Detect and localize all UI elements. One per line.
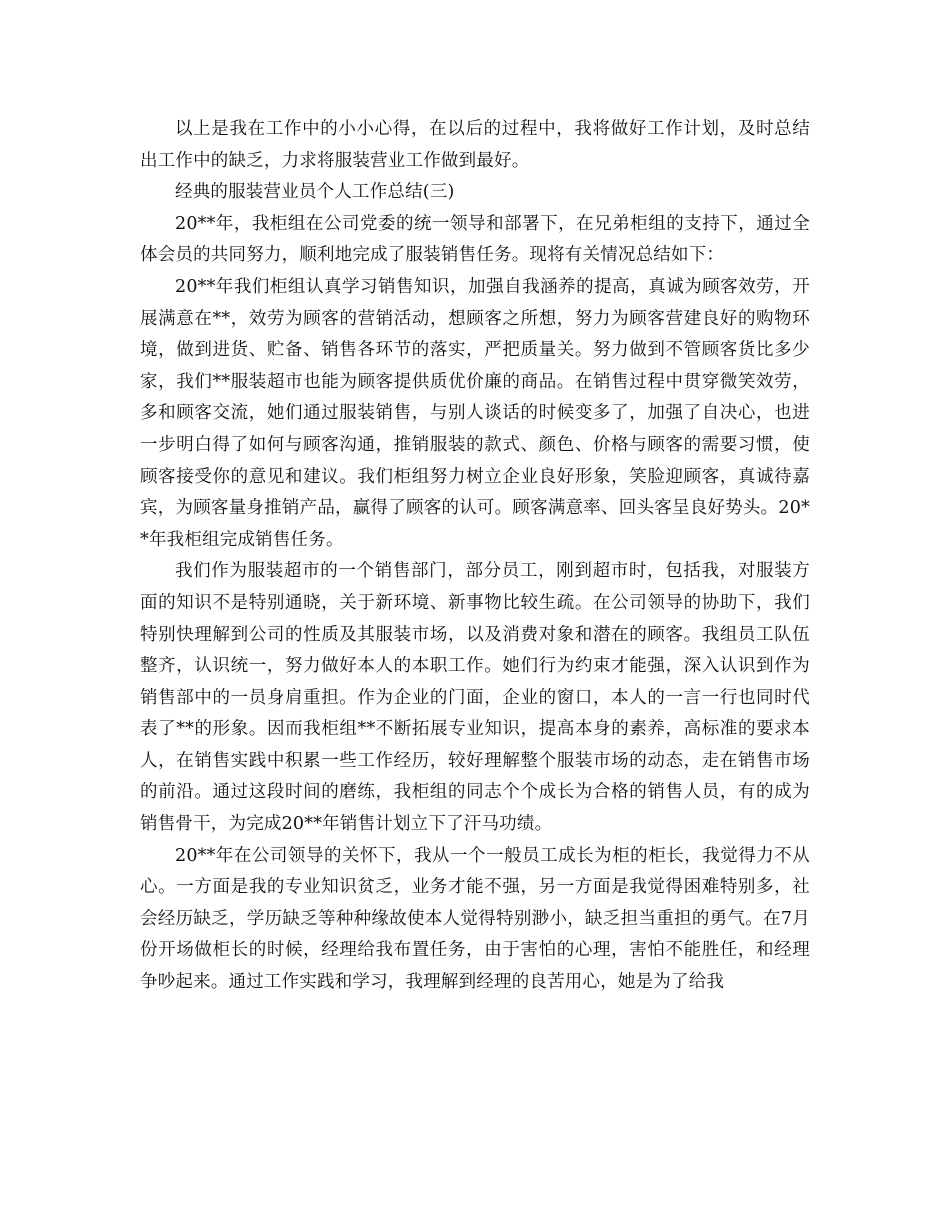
paragraph-intro: 20**年，我柜组在公司党委的统一领导和部署下，在兄弟柜组的支持下，通过全体会员的共同努力，顺利地完成了服装销售任务。现将有关情况总结如下： xyxy=(140,213,810,266)
document-body xyxy=(140,114,810,999)
paragraph-sales-knowledge: 20**年我们柜组认真学习销售知识，加强自我涵养的提高，真诚为顾客效劳，开展满意在**，效劳为顾客的营销活动，想顾客之所想，努力为顾客营建良好的购物环境，做到进货、贮备、销售各环节的落实，严把质量关。努力做到不管顾客货比多少家，我们**服装超市也能为顾客提供质优价廉的商品。在销售过程中贯穿微笑效劳，多和顾客交流，她们通过服装销售，与别人谈话的时候变多了，加强了自决心，也进一步明白得了如何与顾客沟通，推销服装的款式、颜色、价格与顾客的需要习惯，使顾客接受你的意见和建议。我们柜组努力树立企业良好形象，笑脸迎顾客，真诚待嘉宾，为顾客量身推销产品，赢得了顾客的认可。顾客满意率、回头客呈良好势头。20**年我柜组完成销售任务。 xyxy=(140,276,810,550)
paragraph-team-growth: 我们作为服装超市的一个销售部门，部分员工，刚到超市时，包括我，对服装方面的知识不是特别通晓，关于新环境、新事物比较生疏。在公司领导的协助下，我们特别快理解到公司的性质及其服装市场，以及消费对象和潜在的顾客。我组员工队伍整齐，认识统一，努力做好本人的本职工作。她们行为约束才能强，深入认识到作为销售部中的一员身肩重担。作为企业的门面，企业的窗口，本人的一言一行也同时代表了**的形象。因而我柜组**不断拓展专业知识，提高本身的素养，高标准的要求本人，在销售实践中积累一些工作经历，较好理解整个服装市场的动态，走在销售市场的前沿。通过这段时间的磨练，我柜组的同志个个成长为合格的销售人员，有的成为销售骨干，为完成20**年销售计划立下了汗马功绩。 xyxy=(140,561,810,835)
paragraph-closing-remarks: 以上是我在工作中的小小心得，在以后的过程中，我将做好工作计划，及时总结出工作中的缺乏，力求将服装营业工作做到最好。 xyxy=(140,119,810,171)
paragraph-personal-growth: 20**年在公司领导的关怀下，我从一个一般员工成长为柜的柜长，我觉得力不从心。一方面是我的专业知识贫乏，业务才能不强，另一方面是我觉得困难特别多，社会经历缺乏，学历缺乏等种种缘故使本人觉得特别渺小，缺乏担当重担的勇气。在7月份开场做柜长的时候，经理给我布置任务，由于害怕的心理，害怕不能胜任，和经理争吵起来。通过工作实践和学习，我理解到经理的良苦用心，她是为了给我 xyxy=(140,845,810,993)
section-heading: 经典的服装营业员个人工作总结(三) xyxy=(175,182,455,203)
